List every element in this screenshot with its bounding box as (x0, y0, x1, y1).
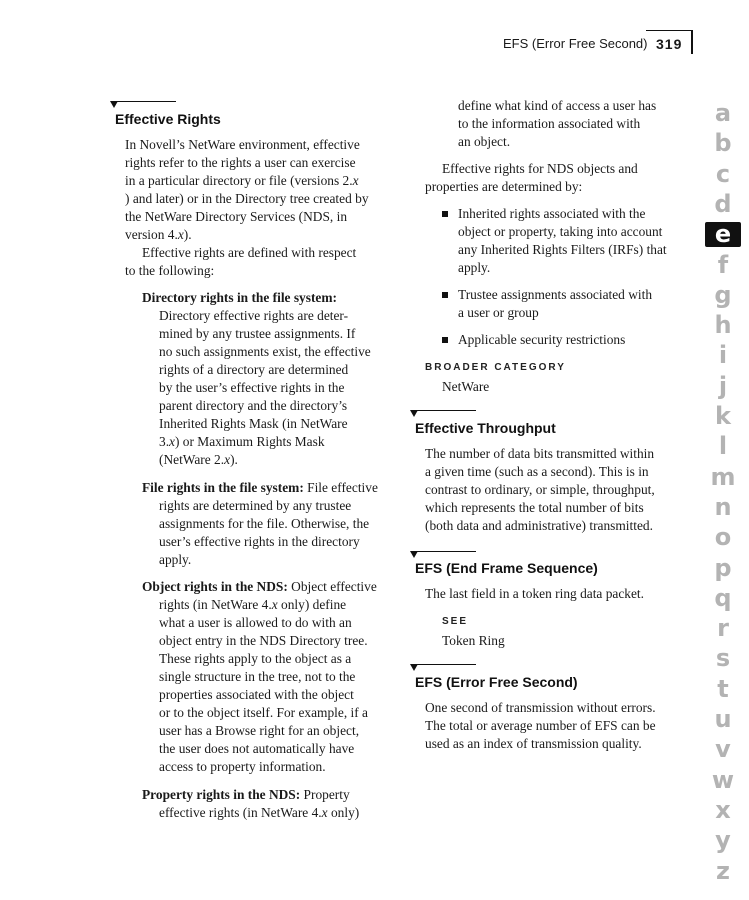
thumb-index-letter-e: e (705, 222, 741, 247)
object-rights-term: Object rights in the NDS: (142, 579, 288, 594)
see-value: Token Ring (442, 633, 505, 648)
thumb-index-letter-h: h (714, 311, 732, 339)
see-label: SEE (442, 616, 469, 627)
header-rule-vertical (691, 30, 693, 54)
thumb-index-letter-a: a (714, 99, 732, 127)
entry-title-effective-throughput: Effective Throughput (415, 420, 556, 436)
thumb-index-letter-t: t (717, 675, 729, 703)
thumb-index-letter-l: l (718, 432, 728, 460)
directory-rights-item: Directory rights in the file system: Directory effective rights are deter- mined by any trustee assignments. If no such assignments exist, the effective rights of a directory are determined by the user’s effective rights in the parent directory and the directory’s Inherited Rights Mask (in NetWare 3.x) or Maximum Rights Mask (NetWare 2.x). (142, 290, 371, 467)
thumb-index-letter-p: p (714, 554, 732, 582)
effective-rights-para-2: Effective rights are defined with respect to the following: (125, 245, 357, 278)
thumb-index-letter-g: g (714, 281, 732, 309)
thumb-index-letter-w: w (711, 766, 735, 794)
thumb-index-letter-j: j (718, 372, 728, 400)
property-rights-continuation: define what kind of access a user has to the information associated with an object. (458, 98, 657, 149)
thumb-index-letter-k: k (715, 402, 731, 430)
thumb-index-letter-q: q (714, 584, 732, 612)
thumb-index-letter-x: x (715, 796, 731, 824)
thumb-index-letter-s: s (715, 644, 731, 672)
page-number: 319 (656, 36, 683, 52)
property-rights-item: Property rights in the NDS: Property effective rights (in NetWare 4.x only) (142, 787, 360, 820)
header-rule (646, 30, 692, 31)
thumb-index-letter-f: f (717, 251, 729, 279)
thumb-index-letter-i: i (718, 341, 728, 369)
effective-throughput-body: The number of data bits transmitted within a given time (such as a second). This is in contrast to ordinary, or simple, throughput, which represents the total number of bits (both data and administrative) transmitted. (425, 446, 655, 533)
directory-rights-term: Directory rights in the file system: (142, 290, 337, 305)
thumb-index-letter-o: o (714, 523, 732, 551)
thumb-index-letter-n: n (714, 493, 732, 521)
entry-title-efs-end-frame: EFS (End Frame Sequence) (415, 560, 598, 576)
thumb-index-letter-u: u (714, 705, 732, 733)
thumb-index-letter-y: y (715, 826, 731, 854)
object-rights-item: Object rights in the NDS: Object effective rights (in NetWare 4.x only) define what a user is allowed to do with an object entry in the NDS Directory tree. These rights apply to the object as a single structure in the tree, not to the properties associated with the object or to the object itself. For example, if a user has a Browse right for an object, the user does not automatically have access to property information. (142, 579, 377, 774)
entry-marker-triangle-icon (410, 551, 418, 558)
bullet-square-icon (442, 337, 448, 343)
thumb-index-letter-m: m (710, 463, 736, 491)
entry-marker-triangle-icon (410, 664, 418, 671)
property-rights-term: Property rights in the NDS: (142, 787, 301, 802)
thumb-index-letter-d: d (714, 190, 732, 218)
running-head-title: EFS (Error Free Second) (503, 36, 648, 51)
thumb-index-letter-b: b (714, 129, 732, 157)
broader-category-label: BROADER CATEGORY (425, 362, 566, 373)
effective-rights-para-1: In Novell’s NetWare environment, effective rights refer to the rights a user can exercise in a particular directory or file (versions 2.x ) and later) or in the Directory tree created by the NetWare Directory Services (NDS, in version 4.x). (125, 137, 369, 242)
thumb-index-letter-r: r (717, 614, 729, 642)
efs-error-free-body: One second of transmission without errors. The total or average number of EFS can be used as an index of transmission quality. (425, 700, 656, 751)
entry-title-effective-rights: Effective Rights (115, 111, 221, 127)
entry-marker-triangle-icon (410, 410, 418, 417)
thumb-index-letter-v: v (715, 735, 731, 763)
file-rights-item: File rights in the file system: File effective rights are determined by any trustee assignments for the file. Otherwise, the user’s effective rights in the directory apply. (142, 480, 378, 567)
file-rights-term: File rights in the file system: (142, 480, 304, 495)
efs-end-frame-body: The last field in a token ring data packet. (425, 586, 645, 601)
broader-category-value: NetWare (442, 379, 490, 394)
thumb-index-letter-z: z (716, 857, 730, 885)
bullet-square-icon (442, 292, 448, 298)
entry-marker-triangle-icon (110, 101, 118, 108)
entry-title-efs-error-free: EFS (Error Free Second) (415, 674, 578, 690)
effective-rights-para-3: Effective rights for NDS objects and properties are determined by: (425, 161, 638, 194)
thumb-index-letter-c: c (715, 160, 731, 188)
bullet-square-icon (442, 211, 448, 217)
